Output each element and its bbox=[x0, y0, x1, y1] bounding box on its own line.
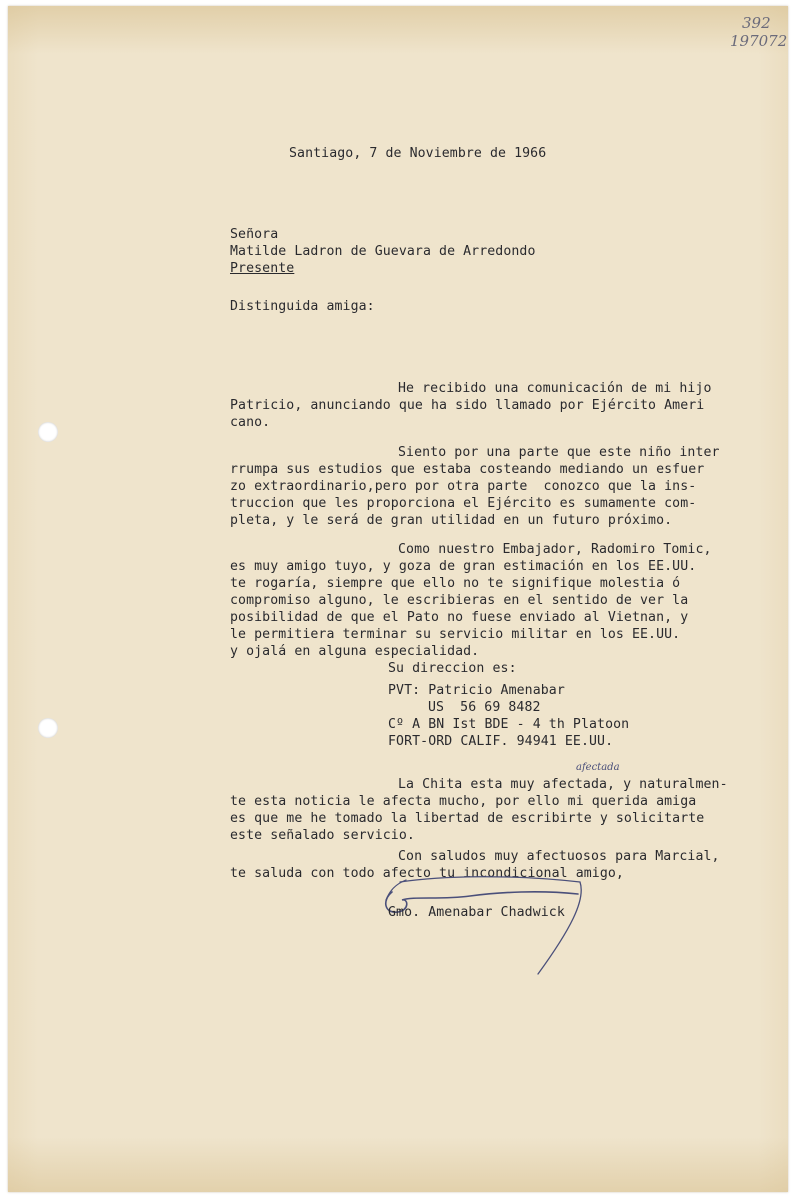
paragraph-2-line-2: rrumpa sus estudios que estaba costeando mediando un esfuer bbox=[230, 462, 705, 477]
signature-name: Gmo. Amenabar Chadwick bbox=[388, 905, 565, 920]
recipient-presente: Presente bbox=[230, 261, 295, 276]
salutation: Distinguida amiga: bbox=[230, 299, 375, 314]
paragraph-2-line-5: pleta, y le será de gran utilidad en un futuro próximo. bbox=[230, 513, 673, 528]
paragraph-4-line-3: es que me he tomado la libertad de escribirte y solicitarte bbox=[230, 811, 705, 826]
closing-line-2: te saluda con todo afecto tu incondicional amigo, bbox=[230, 866, 624, 881]
paragraph-3-line-1: Como nuestro Embajador, Radomiro Tomic, bbox=[398, 542, 712, 557]
handwritten-correction: afectada bbox=[576, 762, 620, 773]
paragraph-3-line-2: es muy amigo tuyo, y goza de gran estimación en los EE.UU. bbox=[230, 559, 697, 574]
address-line-4: FORT-ORD CALIF. 94941 EE.UU. bbox=[388, 734, 614, 749]
handwritten-signature bbox=[380, 870, 600, 980]
paragraph-4-line-1: La Chita esta muy afectada, y naturalmen- bbox=[398, 777, 728, 792]
address-line-3: Cº A BN Ist BDE - 4 th Platoon bbox=[388, 717, 630, 732]
paragraph-3-line-5: posibilidad de que el Pato no fuese enviado al Vietnan, y bbox=[230, 610, 689, 625]
paragraph-3-line-7: y ojalá en alguna especialidad. bbox=[230, 644, 480, 659]
archive-number-bottom: 197072 bbox=[730, 32, 788, 50]
address-intro: Su direccion es: bbox=[388, 661, 517, 676]
address-line-2: US 56 69 8482 bbox=[428, 700, 541, 715]
punch-hole-top bbox=[38, 422, 58, 442]
paragraph-1-line-3: cano. bbox=[230, 415, 271, 430]
recipient-name: Matilde Ladron de Guevara de Arredondo bbox=[230, 244, 536, 259]
paragraph-2-line-1: Siento por una parte que este niño inter bbox=[398, 445, 720, 460]
recipient-title: Señora bbox=[230, 227, 279, 242]
archive-number-top: 392 bbox=[742, 14, 771, 32]
date-line: Santiago, 7 de Noviembre de 1966 bbox=[289, 146, 547, 161]
closing-line-1: Con saludos muy afectuosos para Marcial, bbox=[398, 849, 720, 864]
address-line-1: PVT: Patricio Amenabar bbox=[388, 683, 565, 698]
paragraph-3-line-6: le permitiera terminar su servicio militar en los EE.UU. bbox=[230, 627, 681, 642]
paragraph-4-line-2: te esta noticia le afecta mucho, por ello mi querida amiga bbox=[230, 794, 697, 809]
punch-hole-bottom bbox=[38, 718, 58, 738]
paragraph-2-line-4: truccion que les proporciona el Ejército es sumamente com- bbox=[230, 496, 697, 511]
paragraph-1-line-1: He recibido una comunicación de mi hijo bbox=[398, 381, 712, 396]
paragraph-3-line-4: compromiso alguno, le escribieras en el sentido de ver la bbox=[230, 593, 689, 608]
paragraph-2-line-3: zo extraordinario,pero por otra parte conozco que la ins- bbox=[230, 479, 697, 494]
paragraph-1-line-2: Patricio, anunciando que ha sido llamado por Ejército Ameri bbox=[230, 398, 705, 413]
paragraph-4-line-4: este señalado servicio. bbox=[230, 828, 415, 843]
letter-page bbox=[8, 6, 788, 1192]
paragraph-3-line-3: te rogaría, siempre que ello no te signifique molestia ó bbox=[230, 576, 681, 591]
